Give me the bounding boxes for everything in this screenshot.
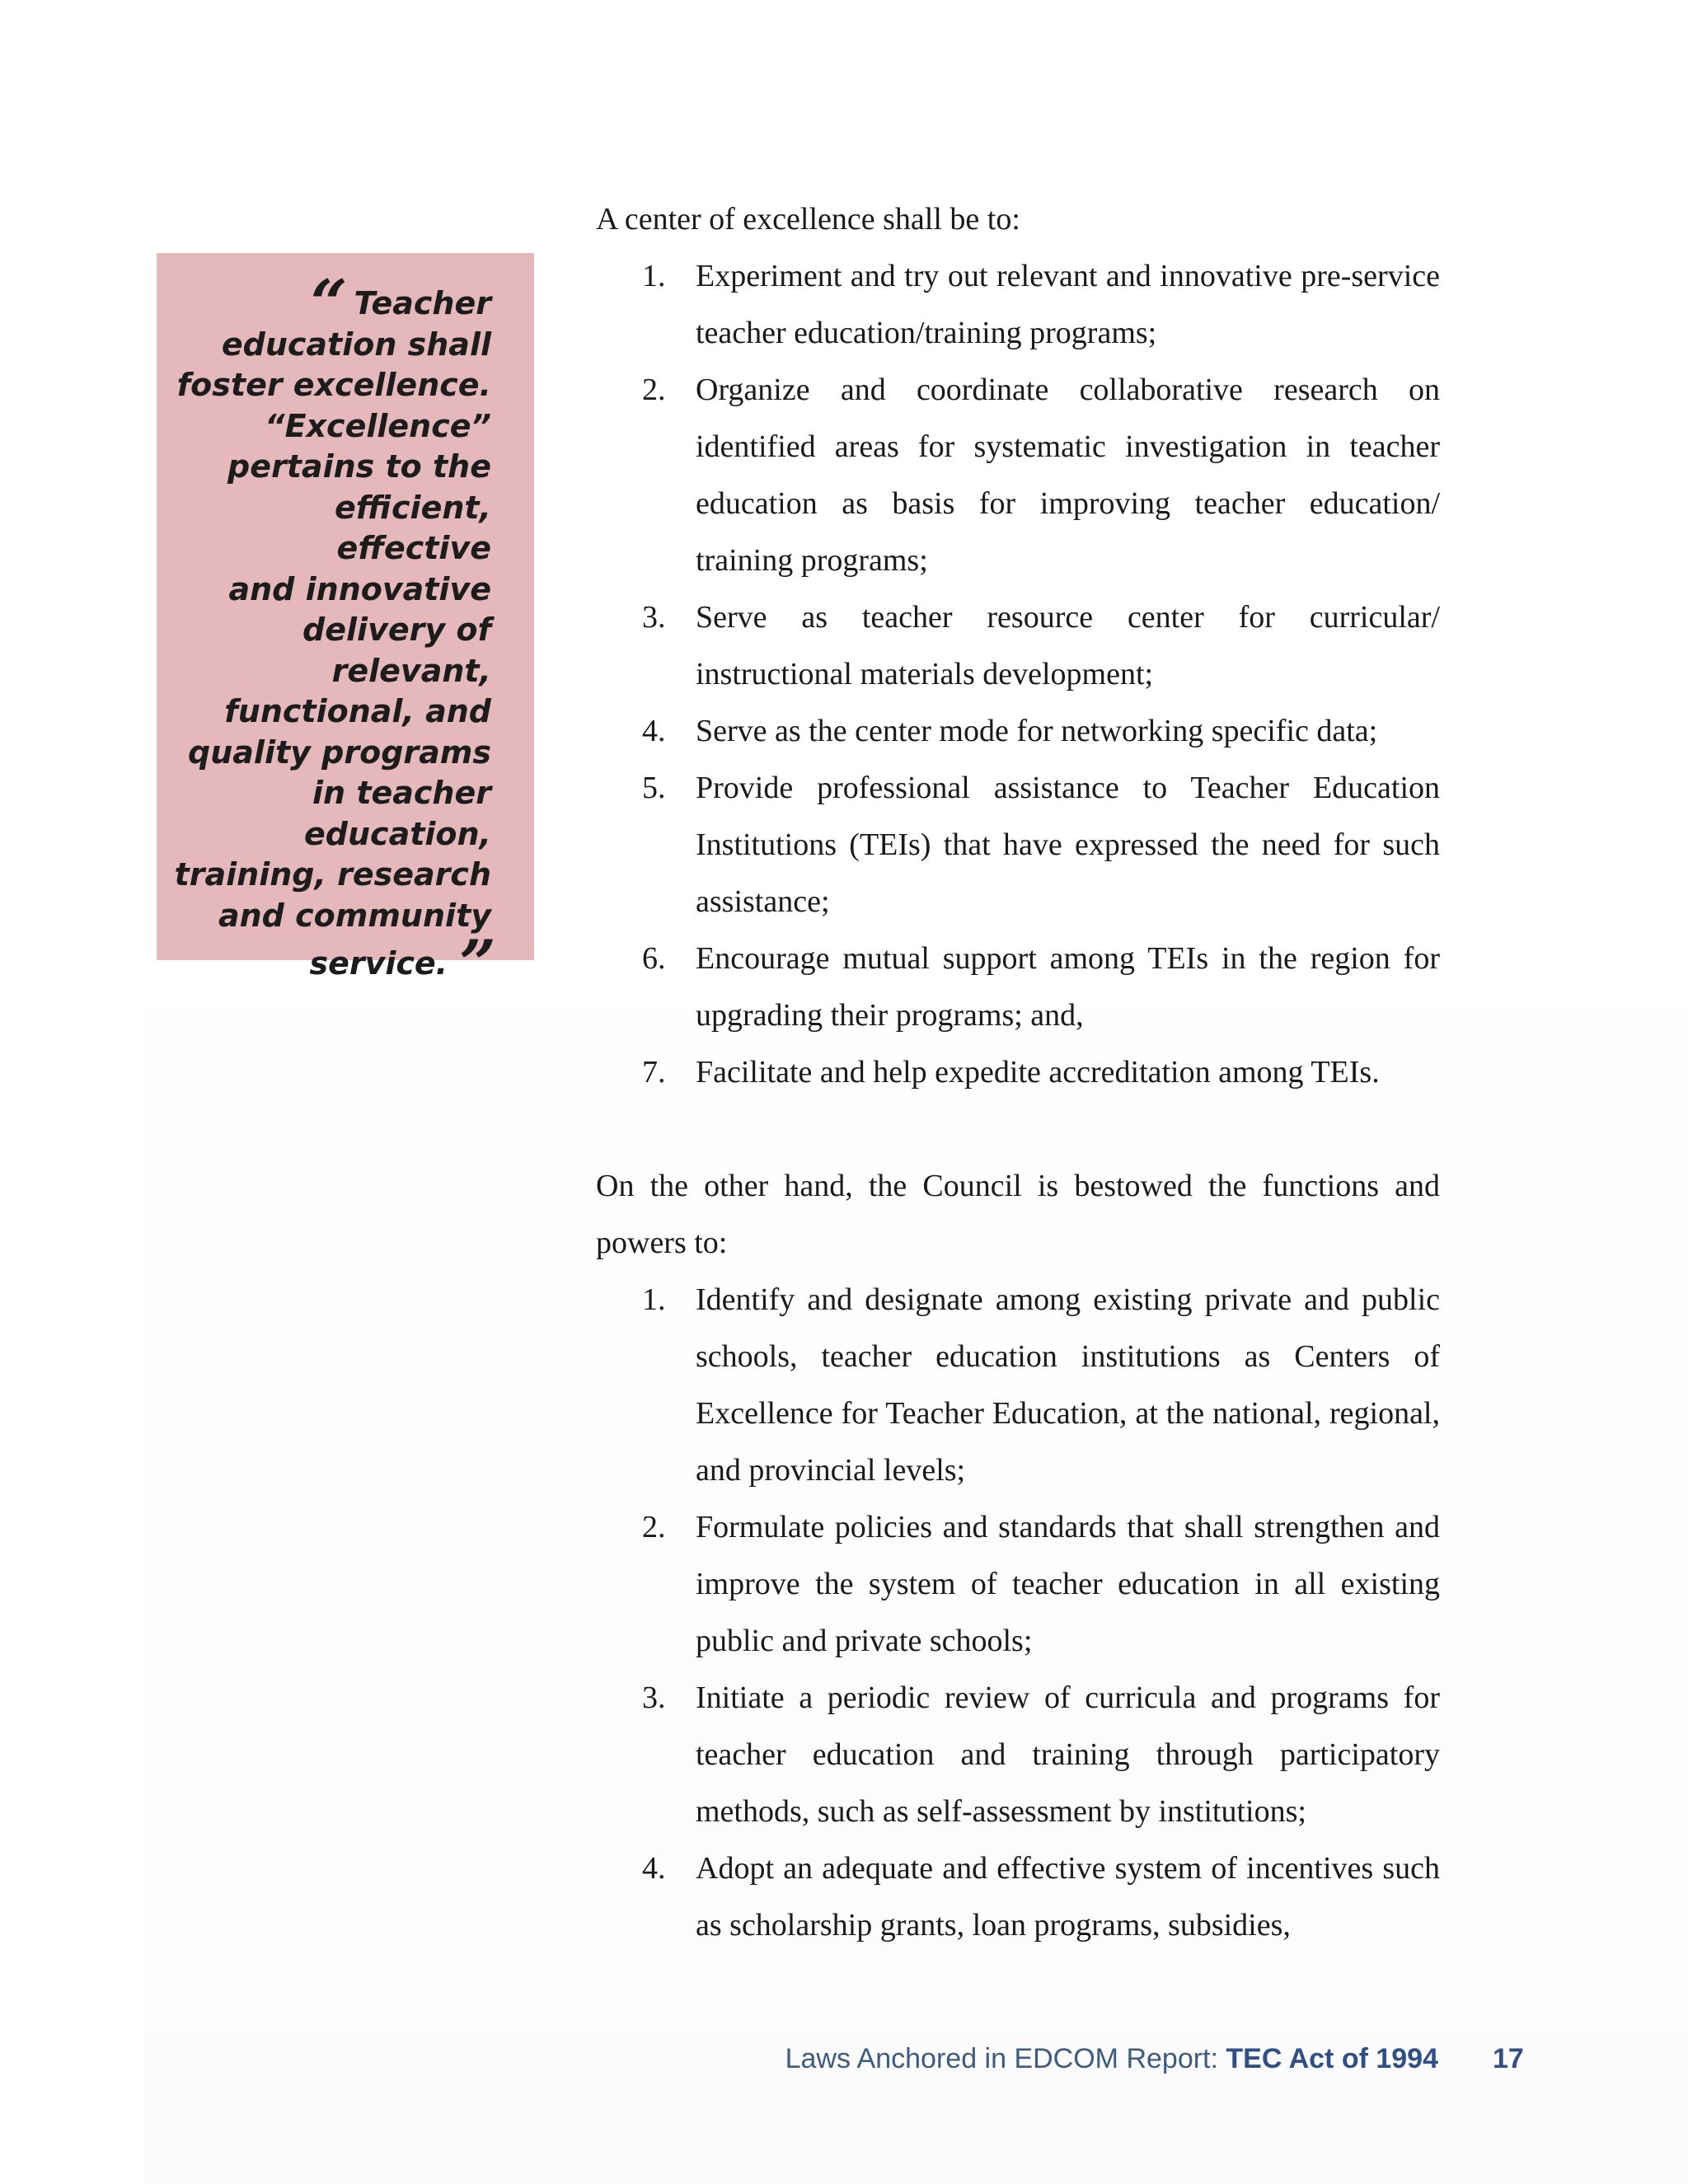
section2-intro: On the other hand, the Council is bestowed the functions and powers to: [596,1169,1440,1260]
list-item [596,930,1440,1044]
list-number: 4. [642,714,666,748]
council-functions-list [596,1272,1440,1954]
running-footer-prefix: Laws Anchored in EDCOM Report: [785,2043,1226,2074]
list-item [596,1499,1440,1670]
page-footer [0,2038,1688,2079]
list-item [596,1044,1440,1101]
list-text: Experiment and try out relevant and innovative pre-service teacher education/training programs; [696,259,1440,350]
list-item [596,1670,1440,1840]
list-item [596,362,1440,589]
list-number: 2. [642,1510,666,1544]
pull-quote-text [173,266,491,1001]
body-text-column [596,191,1440,1954]
section1-intro: A center of excellence shall be to: [596,202,1020,237]
list-number: 2. [642,373,666,407]
list-number: 1. [642,1282,666,1317]
running-footer-title: TEC Act of 1994 [1226,2043,1438,2074]
pull-quote-line: functional, and [224,693,491,729]
list-item [596,1840,1440,1954]
list-text: Identify and designate among existing private and public schools, teacher education institutions as Centers of Excellence for Teacher Education, at the national, regional, and provincial levels; [696,1282,1440,1488]
list-text: Organize and coordinate collaborative research on identified areas for systematic investigation in teacher education as basis for improving teacher education/ training programs; [696,373,1440,578]
pull-quote-line: service. [309,945,448,982]
pull-quote-line: relevant, [331,652,491,689]
list-item [596,703,1440,760]
running-footer [785,2038,1438,2079]
list-item [596,589,1440,703]
list-number: 3. [642,600,666,635]
list-number: 6. [642,941,666,976]
list-text: Serve as the center mode for networking specific data; [696,714,1378,748]
pull-quote-line: and innovative [228,570,491,607]
pull-quote-line: “Excellence” [265,407,491,444]
pull-quote-box [157,253,534,1001]
pull-quote-line: foster excellence. [176,367,491,403]
list-number: 5. [642,771,666,805]
pull-quote-line: Teacher [354,285,491,321]
pull-quote-line: education shall [221,326,491,363]
list-text: Formulate policies and standards that shall strengthen and improve the system of teacher education in all existing public and private schools; [696,1510,1440,1658]
list-text: Serve as teacher resource center for curricular/ instructional materials development; [696,600,1440,691]
list-number: 7. [642,1055,666,1090]
list-text: Encourage mutual support among TEIs in the region for upgrading their programs; and, [696,941,1440,1033]
section-spacer [596,1101,1440,1158]
list-number: 4. [642,1851,666,1886]
list-item [596,1272,1440,1499]
pull-quote-line: and community [218,897,491,934]
page-number: 17 [1493,2043,1524,2074]
pull-quote-line: delivery of [302,612,491,648]
list-text: Adopt an adequate and effective system of incentives such as scholarship grants, loan programs, subsidies, [696,1851,1440,1943]
pull-quote-line: training, research [174,856,491,893]
pull-quote-line: pertains to the [227,448,491,485]
pull-quote-line: quality programs [188,733,491,771]
list-text: Initiate a periodic review of curricula and programs for teacher education and training through participatory methods, such as self-assessment by institutions; [696,1680,1440,1829]
pull-quote-line: in teacher [312,775,491,811]
excellence-center-list [596,248,1440,1101]
close-quote-mark: ” [459,926,491,1001]
list-text: Provide professional assistance to Teacher Education Institutions (TEIs) that have expressed the need for such assistance; [696,771,1440,919]
list-text: Facilitate and help expedite accreditation among TEIs. [696,1055,1380,1090]
list-item [596,248,1440,362]
list-item [596,760,1440,930]
pull-quote-line: education, [304,815,491,852]
list-number: 1. [642,259,666,293]
pull-quote-line: efficient, effective [335,489,491,566]
open-quote-mark: “ [310,266,343,341]
list-number: 3. [642,1680,666,1715]
